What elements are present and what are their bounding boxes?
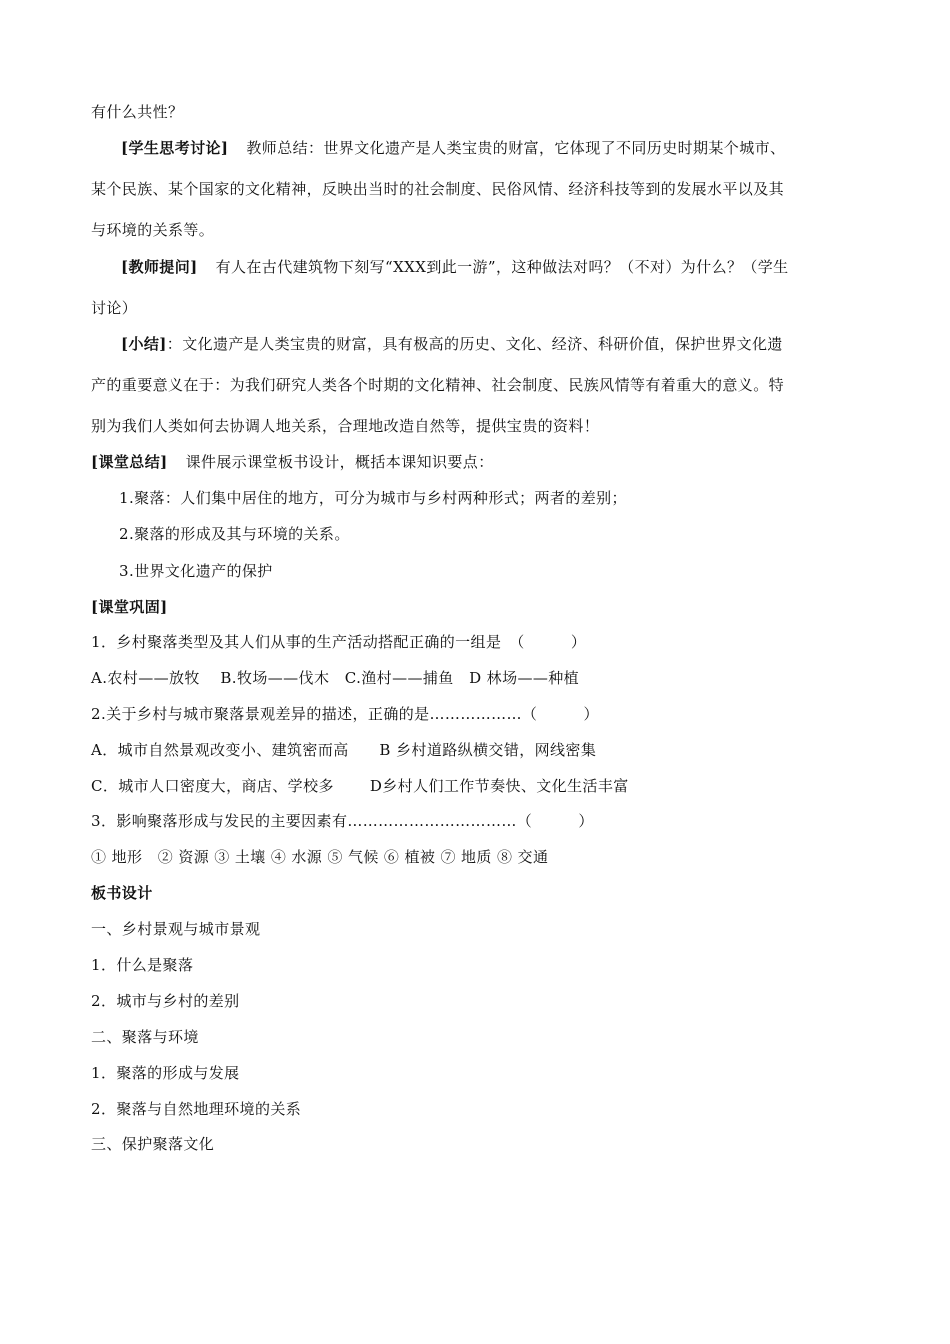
teacher-question-tag: [教师提问]	[121, 258, 198, 276]
board-design-line: 1．聚落的形成与发展	[91, 1064, 240, 1082]
class-summary-item: 2.聚落的形成及其与环境的关系。	[119, 525, 350, 543]
summary-line-1: [小结]：文化遗产是人类宝贵的财富，具有极高的历史、文化、经济、科研价值，保护世界文化遗	[121, 335, 783, 353]
student-discussion-tag: [学生思考讨论]	[121, 139, 229, 157]
question-1: 1．乡村聚落类型及其人们从事的生产活动搭配正确的一组是 （ ）	[91, 633, 587, 651]
board-design-line: 2．城市与乡村的差别	[91, 992, 240, 1010]
student-discussion-line-2: 某个民族、某个国家的文化精神，反映出当时的社会制度、民俗风情、经济科技等到的发展水平以及其	[91, 180, 785, 198]
summary-tag: [小结]	[121, 335, 167, 353]
consolidation-heading: [课堂巩固]	[91, 598, 168, 616]
para-line: 有什么共性？	[91, 103, 184, 121]
question-2: 2.关于乡村与城市聚落景观差异的描述，正确的是………………（ ）	[91, 705, 599, 723]
question-3: 3．影响聚落形成与发民的主要因素有……………………………（ ）	[91, 812, 594, 830]
student-discussion-line-3: 与环境的关系等。	[91, 221, 215, 239]
class-summary-item: 3.世界文化遗产的保护	[119, 562, 273, 580]
class-summary-heading: [课堂总结] 课件展示课堂板书设计，概括本课知识要点：	[91, 453, 494, 471]
summary-line-2: 产的重要意义在于：为我们研究人类各个时期的文化精神、社会制度、民族风情等有着重大的意义。特	[91, 376, 785, 394]
question-3-options: ① 地形 ② 资源 ③ 土壤 ④ 水源 ⑤ 气候 ⑥ 植被 ⑦ 地质 ⑧ 交通	[91, 848, 549, 866]
class-summary-tag: [课堂总结]	[91, 453, 168, 471]
board-design-line: 1．什么是聚落	[91, 956, 194, 974]
student-discussion-line-1: [学生思考讨论] 教师总结：世界文化遗产是人类宝贵的财富，它体现了不同历史时期某个城市、	[121, 139, 786, 157]
question-1-options: A.农村——放牧 B.牧场——伐木 C.渔村——捕鱼 D 林场——种植	[91, 669, 580, 687]
board-design-line: 三、保护聚落文化	[91, 1135, 215, 1153]
class-summary-item: 1.聚落：人们集中居住的地方，可分为城市与乡村两种形式；两者的差别；	[119, 489, 627, 507]
question-2-options-cd: C．城市人口密度大，商店、学校多 D乡村人们工作节奏快、文化生活丰富	[91, 777, 629, 795]
question-2-options-ab: A．城市自然景观改变小、建筑密而高 B 乡村道路纵横交错，网线密集	[91, 741, 597, 759]
board-design-line: 二、聚落与环境	[91, 1028, 199, 1046]
board-design-line: 一、乡村景观与城市景观	[91, 920, 261, 938]
teacher-question-line-2: 讨论）	[91, 299, 138, 317]
board-design-line: 2．聚落与自然地理环境的关系	[91, 1100, 302, 1118]
summary-line-3: 别为我们人类如何去协调人地关系，合理地改造自然等，提供宝贵的资料！	[91, 417, 600, 435]
board-design-title: 板书设计	[91, 884, 153, 902]
teacher-question-line-1: [教师提问] 有人在古代建筑物下刻写“XXX到此一游”，这种做法对吗？（不对）为什么？（学生	[121, 258, 789, 276]
